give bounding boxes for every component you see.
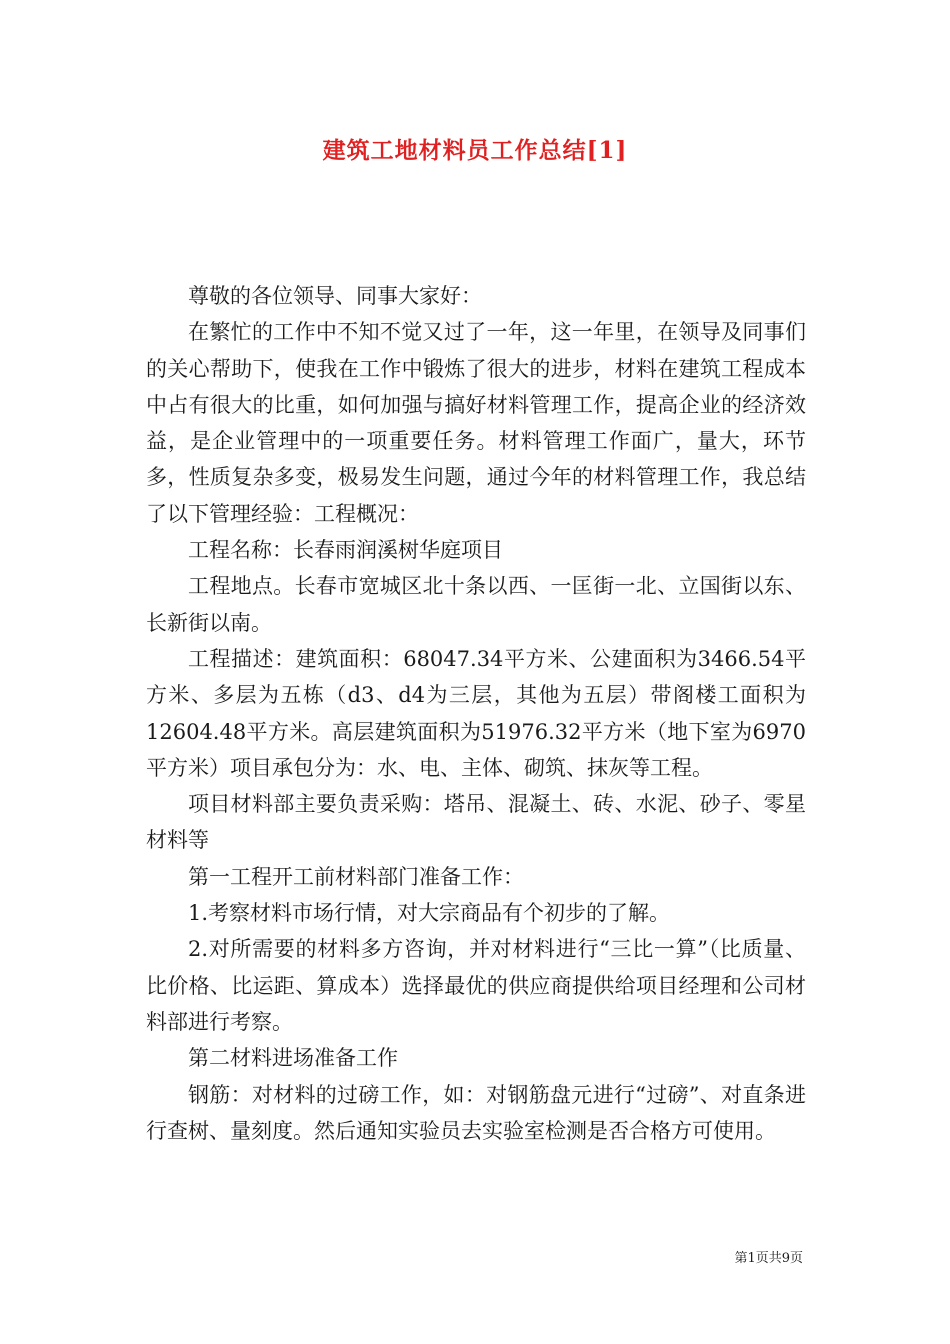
- paragraph-greeting: 尊敬的各位领导、同事大家好：: [188, 284, 482, 308]
- paragraph-section-one-heading: 第一工程开工前材料部门准备工作：: [188, 864, 524, 889]
- paragraph-procurement: 项目材料部主要负责采购：塔吊、混凝土、砖、水泥、砂子、零星材料等: [146, 792, 806, 853]
- document-body: [146, 278, 806, 1149]
- paragraph-project-name: 工程名称：长春雨润溪树华庭项目: [188, 538, 503, 563]
- paragraph-intro: 在繁忙的工作中不知不觉又过了一年，这一年里，在领导及同事们的关心帮助下，使我在工作中锻炼了很大的进步，材料在建筑工程成本中占有很大的比重，如何加强与搞好材料管理工作，提高企业的经济效益，是企业管理中的一项重要任务。材料管理工作面广，量大，环节多，性质复杂多变，极易发生问题，通过今年的材料管理工作，我总结了以下管理经验：工程概况：: [146, 320, 806, 526]
- document-title: 建筑工地材料员工作总结[1]: [322, 137, 628, 164]
- paragraph-item-two: 2.对所需要的材料多方咨询，并对材料进行“三比一算”（比质量、比价格、比运距、算成本）选择最优的供应商提供给项目经理和公司材料部进行考察。: [146, 937, 806, 1034]
- paragraph-item-one: 1.考察材料市场行情，对大宗商品有个初步的了解。: [188, 901, 671, 926]
- paragraph-project-location: 工程地点。长春市宽城区北十条以西、一匡街一北、立国街以东、长新街以南。: [146, 574, 806, 635]
- paragraph-section-two-heading: 第二材料进场准备工作: [188, 1046, 398, 1071]
- page-number: 第1页共9页: [734, 1251, 803, 1266]
- paragraph-project-description: 工程描述：建筑面积：68047.34平方米、公建面积为3466.54平方米、多层为五栋（d3、d4为三层，其他为五层）带阁楼工面积为12604.48平方米。高层建筑面积为51976.32平方米（地下室为6970平方米）项目承包分为：水、电、主体、砌筑、抹灰等工程。: [146, 646, 806, 780]
- paragraph-rebar: 钢筋：对材料的过磅工作，如：对钢筋盘元进行“过磅”、对直条进行查树、量刻度。然后通知实验员去实验室检测是否合格方可使用。: [146, 1082, 806, 1143]
